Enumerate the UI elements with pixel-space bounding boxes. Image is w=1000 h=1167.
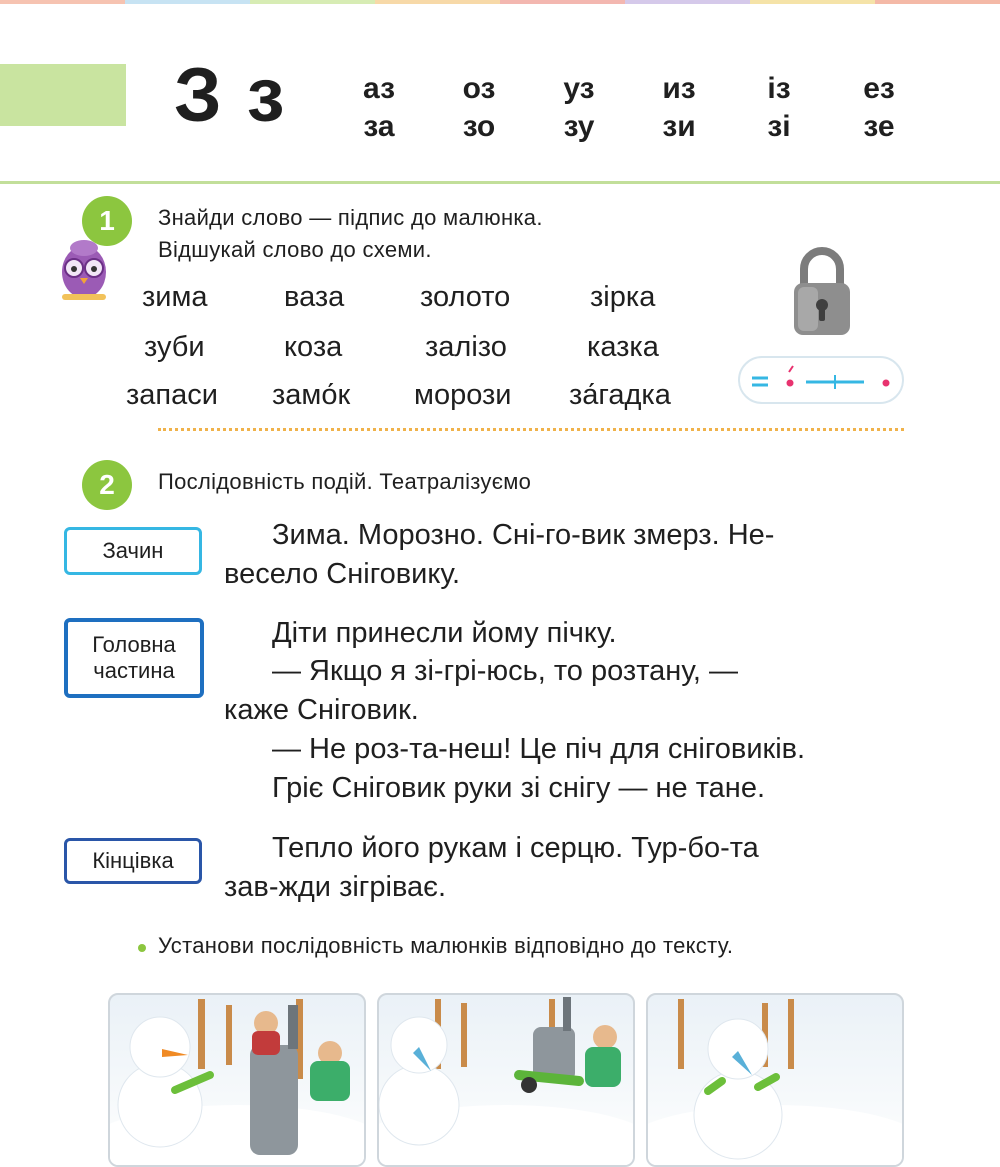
word-scheme: [738, 356, 904, 404]
word: замо́к: [272, 379, 351, 411]
tag-intro: [64, 527, 202, 575]
syllable: оз: [462, 72, 496, 105]
word: казка: [587, 331, 659, 363]
syllable: зі: [767, 110, 791, 143]
tag-intro-label: Зачин: [102, 538, 164, 563]
snowman-picture-icon: [379, 995, 633, 1165]
syllable: із: [767, 72, 791, 105]
top-color-strip: [0, 0, 1000, 4]
snowman-picture-icon: [110, 995, 364, 1165]
tag-main-part: [64, 618, 204, 698]
word: зірка: [590, 281, 656, 313]
tag-ending-label: Кінцівка: [92, 848, 174, 873]
word: залізо: [425, 331, 507, 363]
tag-ending: [64, 838, 202, 884]
story-line: Діти принесли йому пічку.: [272, 617, 617, 649]
snowman-picture-icon: [648, 995, 902, 1165]
story-line: зав-жди зігріває.: [224, 871, 447, 903]
story-picture-1[interactable]: [108, 993, 366, 1167]
tag-main-label-2: частина: [93, 658, 175, 683]
syllable: за: [363, 110, 395, 143]
syllable: ез: [863, 72, 895, 105]
word: зуби: [144, 331, 205, 363]
word: ваза: [284, 281, 345, 313]
letter-title: З з: [174, 53, 287, 138]
header-green-bar: [0, 64, 126, 126]
syllable: зу: [563, 110, 595, 143]
word: зима: [142, 281, 208, 313]
syllable: уз: [563, 72, 595, 105]
story-picture-2[interactable]: [377, 993, 635, 1167]
scheme-icon: [740, 358, 902, 402]
word: морози: [414, 379, 512, 411]
task2-sequence-instruction: Установи послідовність малюнків відповідно до тексту.: [158, 933, 734, 958]
story-line: Гріє Сніговик руки зі снігу — не тане.: [272, 772, 765, 804]
task-number-badge: 2: [82, 460, 132, 510]
syllable: зе: [863, 110, 895, 143]
story-line: Зима. Морозно. Сні-го-вик змерз. Не-: [272, 519, 775, 551]
story-line: — Якщо я зі-грі-юсь, то розтану, —: [272, 655, 739, 687]
bullet-dot: [138, 944, 146, 952]
task2-title: Послідовність подій. Театралізуємо: [158, 469, 532, 494]
word: коза: [284, 331, 343, 363]
syllable: зо: [462, 110, 496, 143]
word: золото: [420, 281, 511, 313]
task-number-badge: 1: [82, 196, 132, 246]
dotted-divider: [158, 428, 904, 431]
syllable: из: [662, 72, 696, 105]
tag-main-label-1: Головна: [92, 632, 176, 657]
story-line: каже Сніговик.: [224, 694, 419, 726]
word: запаси: [126, 379, 218, 411]
syllable: зи: [662, 110, 696, 143]
padlock-icon: [790, 245, 854, 337]
syllable: аз: [363, 72, 395, 105]
header-divider: [0, 181, 1000, 184]
story-line: весело Сніговику.: [224, 558, 461, 590]
word: за́гадка: [569, 379, 671, 411]
task1-instruction-1: Знайди слово — підпис до малюнка.: [158, 205, 543, 230]
story-picture-3[interactable]: [646, 993, 904, 1167]
story-line: — Не роз-та-неш! Це піч для сніговиків.: [272, 733, 806, 765]
owl-icon: [56, 232, 112, 308]
story-line: Тепло його рукам і серцю. Тур-бо-та: [272, 832, 759, 864]
task1-instruction-2: Відшукай слово до схеми.: [158, 237, 432, 262]
